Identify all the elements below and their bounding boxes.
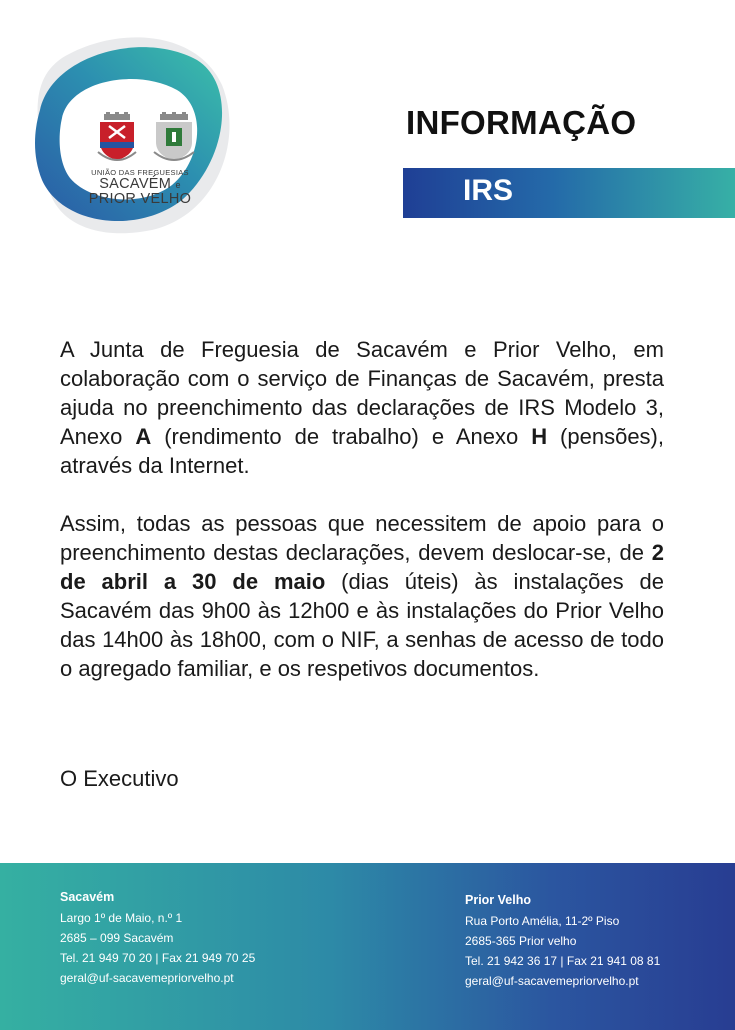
coat-of-arms-icons: [94, 112, 204, 168]
logo-sacavem: SACAVÉM: [99, 176, 172, 192]
footer-sacavem-phone: Tel. 21 949 70 20 | Fax 21 949 70 25: [60, 951, 256, 965]
footer-prior-velho-address: Rua Porto Amélia, 11-2º Piso: [465, 914, 620, 928]
p1-text-b: (rendimento de trabalho) e Anexo: [151, 424, 532, 449]
footer-prior-velho-phone: Tel. 21 942 36 17 | Fax 21 941 08 81: [465, 954, 661, 968]
p1-text-a: A Junta de Freguesia de Sacavém e Prior Velho, em colaboração com o serviço de Finanças de Sacavém, presta ajuda no preenchimento das declarações de IRS Modelo 3, Anexo: [60, 337, 664, 449]
footer-sacavem: [60, 887, 255, 988]
footer-sacavem-address: Largo 1º de Maio, n.º 1: [60, 911, 183, 925]
paragraph-2: [60, 509, 664, 683]
signature: O Executivo: [60, 766, 179, 791]
p1-text-c: (pensões), através da Internet.: [60, 424, 664, 478]
p1-anexo-a: A: [135, 424, 152, 449]
footer-prior-velho-email[interactable]: geral@uf-sacavemepriorvelho.pt: [465, 974, 639, 988]
paragraph-1: [60, 335, 664, 480]
sacavem-crest-icon: [98, 112, 136, 160]
subject-band: [403, 168, 735, 218]
footer-prior-velho: [465, 890, 660, 991]
footer-prior-velho-name: Prior Velho: [465, 893, 531, 907]
logo-line-2: [70, 177, 210, 206]
footer-prior-velho-postal: 2685-365 Prior velho: [465, 934, 577, 948]
p1-anexo-h: H: [531, 424, 548, 449]
logo: [22, 30, 232, 235]
prior-velho-crest-icon: [154, 112, 194, 160]
footer-sacavem-email[interactable]: geral@uf-sacavemepriorvelho.pt: [60, 971, 234, 985]
p2-text-b: (dias úteis) às instalações de Sacavém das 9h00 às 12h00 e às instalações do Prior Velho das 14h00 às 18h00, com o NIF, a senhas de acesso de todo o agregado familiar, e os respetivos documentos.: [60, 569, 664, 681]
page-title: INFORMAÇÃO: [406, 104, 637, 141]
logo-e: e: [175, 180, 181, 190]
logo-line-1: UNIÃO DAS FREGUESIAS: [91, 168, 189, 177]
footer-sacavem-name: Sacavém: [60, 890, 115, 904]
footer-sacavem-postal: 2685 – 099 Sacavém: [60, 931, 174, 945]
p2-text-a: Assim, todas as pessoas que necessitem de apoio para o preenchimento destas declarações, devem deslocar-se, de: [60, 511, 664, 565]
logo-prior-velho: PRIOR VELHO: [88, 191, 192, 207]
footer: [0, 863, 735, 1030]
announcement-body: [60, 335, 664, 683]
p2-dates: 2 de abril a 30 de maio: [60, 540, 664, 594]
subject-label: IRS: [463, 174, 514, 207]
